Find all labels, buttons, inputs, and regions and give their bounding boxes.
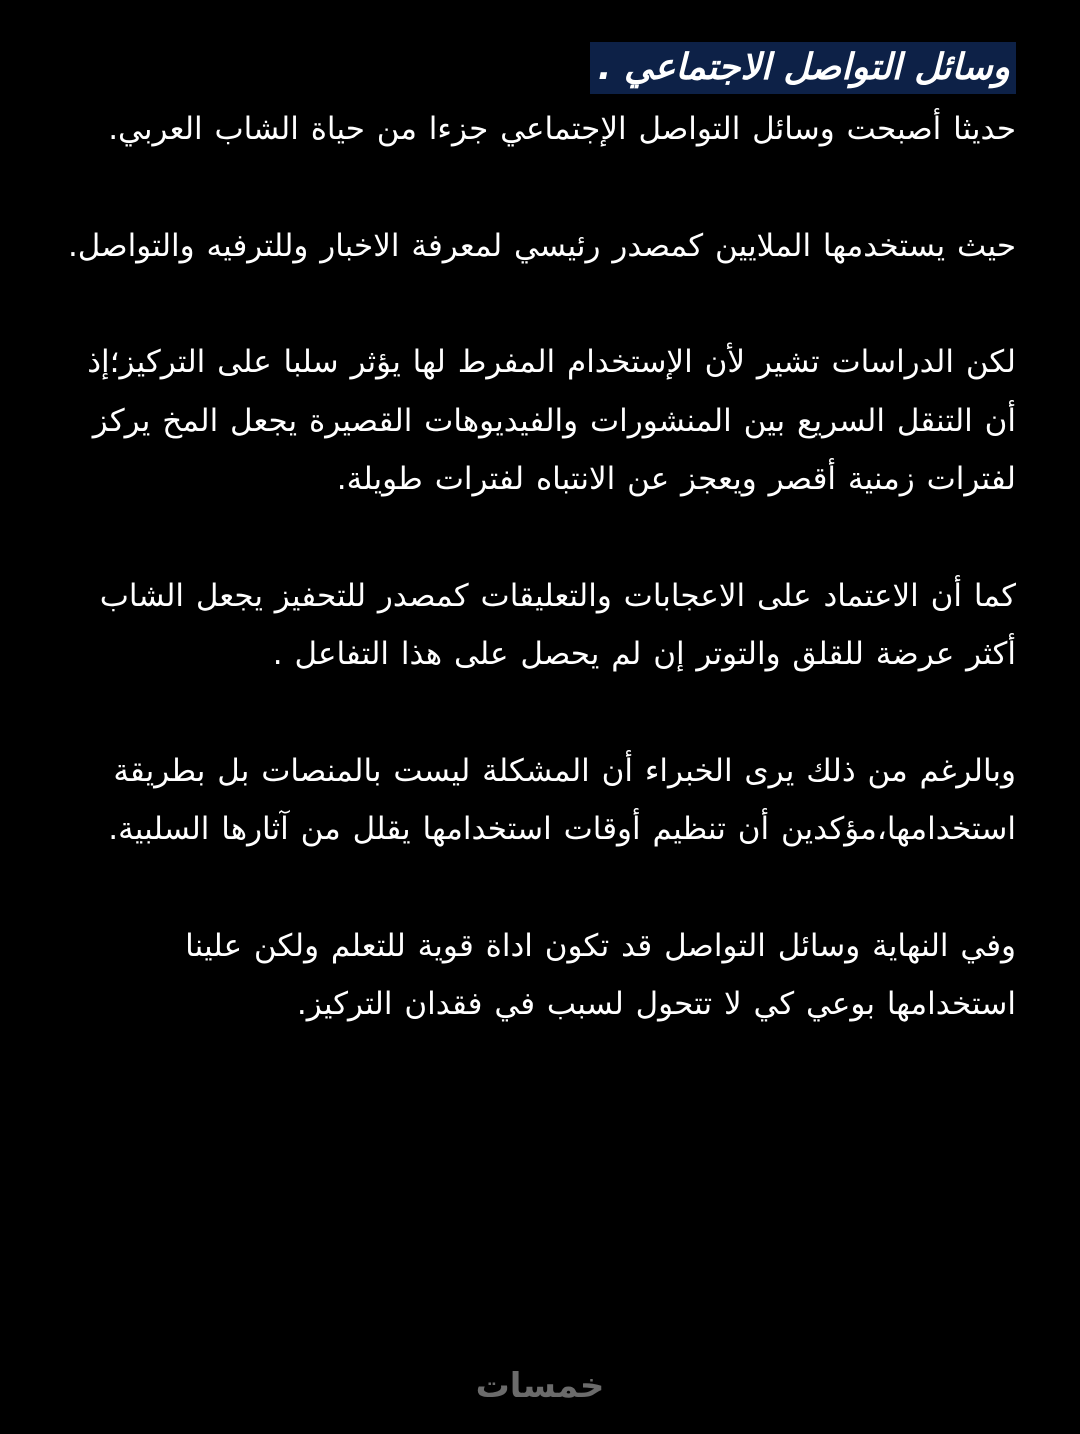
document-body bbox=[60, 42, 1016, 1034]
paragraph-intro: حديثا أصبحت وسائل التواصل الإجتماعي جزءا من حياة الشاب العربي. bbox=[108, 111, 1016, 147]
document-title: وسائل التواصل الاجتماعي . bbox=[590, 42, 1016, 94]
title-line bbox=[60, 42, 1016, 100]
paragraph-usage: حيث يستخدمها الملايين كمصدر رئيسي لمعرفة الاخبار وللترفيه والتواصل. bbox=[67, 227, 1016, 264]
paragraph-studies: لكن الدراسات تشير لأن الإستخدام المفرط لها يؤثر سلبا على التركيز؛إذ أن التنقل السريع بين المنشورات والفيديوهات القصيرة يجعل المخ يركز لفترات زمنية أقصر ويعجز عن الانتباه لفترات طويلة. bbox=[87, 344, 1016, 497]
paragraph-likes: كما أن الاعتماد على الاعجابات والتعليقات كمصدر للتحفيز يجعل الشاب أكثر عرضة للقلق والتوتر إن لم يحصل على هذا التفاعل . bbox=[99, 577, 1016, 672]
paragraph-experts: وبالرغم من ذلك يرى الخبراء أن المشكلة ليست بالمنصات بل بطريقة استخدامها،مؤكدين أن تنظيم أوقات استخدامها يقلل من آثارها السلبية. bbox=[108, 752, 1016, 847]
paragraph-conclusion: وفي النهاية وسائل التواصل قد تكون اداة قوية للتعلم ولكن علينا استخدامها بوعي كي لا تتحول لسبب في فقدان التركيز. bbox=[185, 927, 1016, 1022]
watermark-logo: خمسات bbox=[475, 1366, 605, 1406]
